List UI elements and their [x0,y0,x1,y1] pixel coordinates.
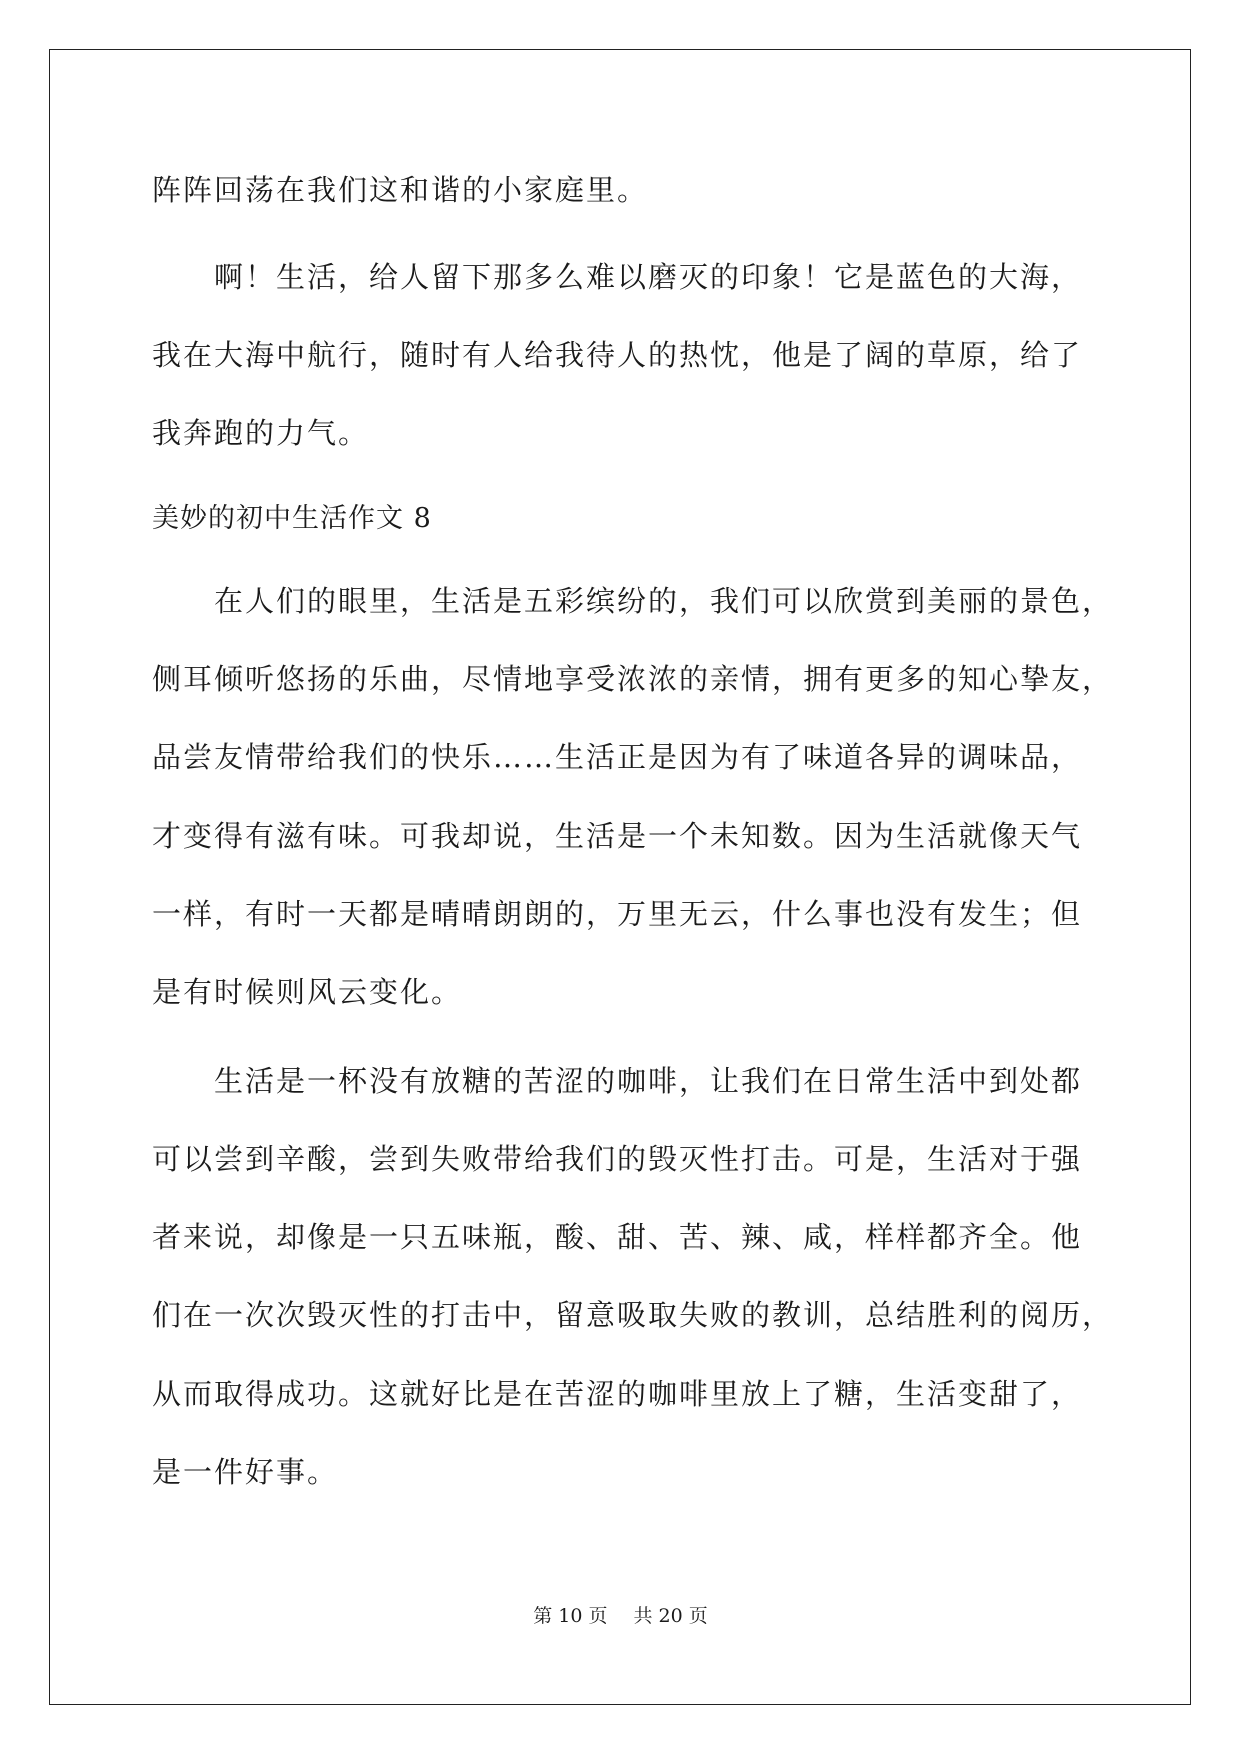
text-line: 才变得有滋有味。可我却说，生活是一个未知数。因为生活就像天气 [152,819,1083,853]
text-line: 品尝友情带给我们的快乐……生活正是因为有了味道各异的调味品， [152,740,1083,774]
text-line: 是有时候则风云变化。 [152,975,463,1009]
text-line: 在人们的眼里，生活是五彩缤纷的，我们可以欣赏到美丽的景色， [152,584,1114,618]
text-line: 我奔跑的力气。 [152,416,370,450]
page-total: 共 20 页 [633,1605,708,1627]
text-line: 阵阵回荡在我们这和谐的小家庭里。 [152,173,649,207]
text-line: 可以尝到辛酸，尝到失败带给我们的毁灭性打击。可是，生活对于强 [152,1142,1083,1176]
text-line: 啊！生活，给人留下那多么难以磨灭的印象！它是蓝色的大海， [152,260,1083,294]
text-line: 生活是一杯没有放糖的苦涩的咖啡，让我们在日常生活中到处都 [152,1064,1083,1098]
page-number: 第 10 页 [533,1605,608,1627]
text-line: 侧耳倾听悠扬的乐曲，尽情地享受浓浓的亲情，拥有更多的知心挚友， [152,662,1114,696]
text-line: 者来说，却像是一只五味瓶，酸、甜、苦、辣、咸，样样都齐全。他 [152,1220,1083,1254]
text-line: 一样，有时一天都是晴晴朗朗的，万里无云，什么事也没有发生；但 [152,897,1083,931]
text-line: 是一件好事。 [152,1455,339,1489]
text-line: 我在大海中航行，随时有人给我待人的热忱，他是了阔的草原，给了 [152,338,1083,372]
text-line: 们在一次次毁灭性的打击中，留意吸取失败的教训，总结胜利的阅历， [152,1298,1114,1332]
page-footer [0,1604,1241,1628]
text-line: 从而取得成功。这就好比是在苦涩的咖啡里放上了糖，生活变甜了， [152,1377,1083,1411]
section-heading: 美妙的初中生活作文 8 [152,503,432,534]
